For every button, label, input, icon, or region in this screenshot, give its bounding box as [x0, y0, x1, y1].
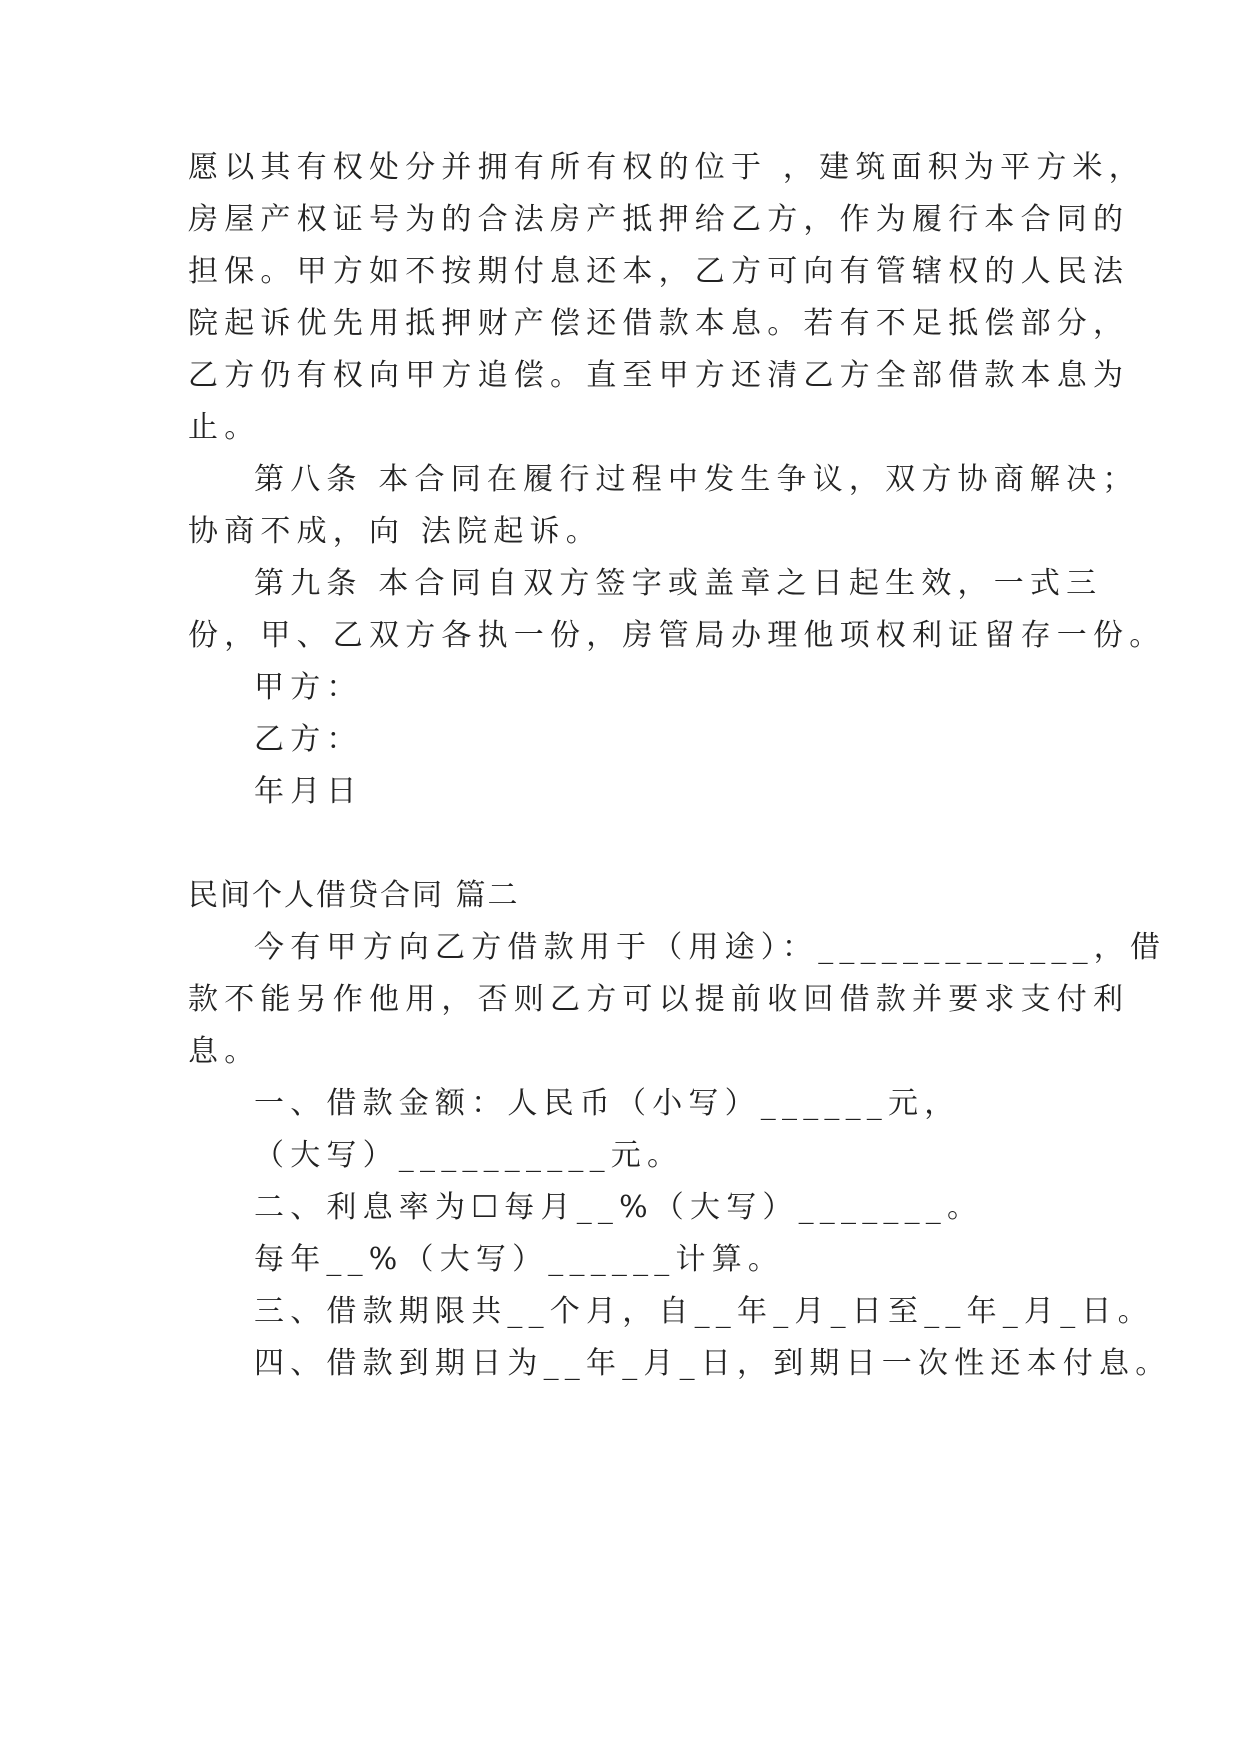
body-line: 院起诉优先用抵押财产偿还借款本息。若有不足抵偿部分，: [188, 306, 1130, 341]
body-line: 愿以其有权处分并拥有所有权的位于 ，建筑面积为平方米，: [188, 150, 1145, 185]
section-title: 民间个人借贷合同 篇二: [188, 878, 520, 913]
body-line: 乙方仍有权向甲方追偿。直至甲方还清乙方全部借款本息为: [188, 358, 1130, 393]
intro-line: 息。: [188, 1034, 261, 1069]
interest-rate-line: 二、利息率为☐每月__%（大写）_______。: [254, 1190, 984, 1225]
body-line: 担保。甲方如不按期付息还本，乙方可向有管辖权的人民法: [188, 254, 1130, 289]
interest-rate-yearly-line: 每年__%（大写）______计算。: [254, 1242, 785, 1277]
article-9-line: 第九条 本合同自双方签字或盖章之日起生效，一式三: [254, 566, 1103, 601]
due-date-line: 四、借款到期日为__年_月_日，到期日一次性还本付息。: [254, 1346, 1172, 1381]
party-b-signature: 乙方：: [254, 722, 363, 757]
signing-date: 年月日: [254, 774, 363, 809]
article-8-line: 第八条 本合同在履行过程中发生争议，双方协商解决；: [254, 462, 1139, 497]
loan-amount-line: 一、借款金额：人民币（小写）______元，: [254, 1086, 961, 1121]
loan-amount-capital-line: （大写）__________元。: [254, 1138, 684, 1173]
intro-line: 今有甲方向乙方借款用于（用途）：_____________，借: [254, 930, 1167, 965]
loan-term-line: 三、借款期限共__个月，自__年_月_日至__年_月_日。: [254, 1294, 1154, 1329]
article-8-line: 协商不成，向 法院起诉。: [188, 514, 602, 549]
body-line: 止。: [188, 410, 261, 445]
party-a-signature: 甲方：: [254, 670, 363, 705]
intro-line: 款不能另作他用，否则乙方可以提前收回借款并要求支付利: [188, 982, 1130, 1017]
body-line: 房屋产权证号为的合法房产抵押给乙方，作为履行本合同的: [188, 202, 1130, 237]
article-9-line: 份，甲、乙双方各执一份，房管局办理他项权利证留存一份。: [188, 618, 1166, 653]
